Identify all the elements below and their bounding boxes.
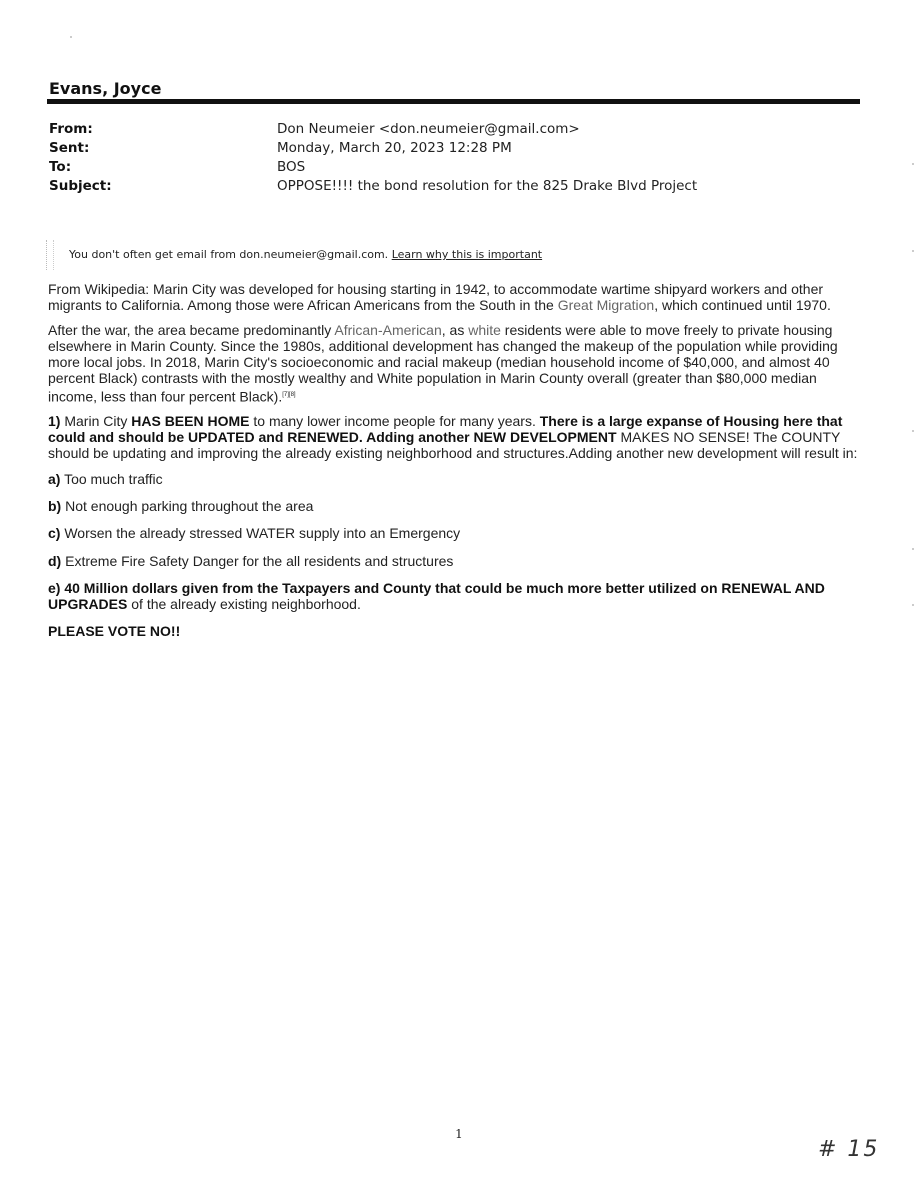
point-1-label: 1) [48,412,61,429]
point-1-text-a: Marin City [60,412,132,429]
scan-speck [912,604,914,606]
page-number: 1 [455,1127,463,1141]
item-c-label: c) [48,525,61,542]
paragraph-wikipedia-2 [48,322,868,405]
item-c-text: Worsen the already stressed WATER supply into an Emergency [60,525,461,542]
email-body [48,281,868,648]
closing-line [48,623,868,639]
from-value: Don Neumeier <don.neumeier@gmail.com> [277,121,580,137]
scan-speck [912,250,914,252]
item-a-text: Too much traffic [60,470,163,487]
header-divider [47,99,860,104]
scan-speck [912,430,914,432]
african-american-link[interactable]: African-American [334,321,442,338]
item-b-label: b) [48,497,62,514]
item-e-bold: e) 40 Million dollars given from the Taxpayers and County that could be much more better utilized on RENEWAL AND UPGRADES [48,579,825,613]
p1-text-end: , which continued until 1970. [654,297,831,314]
list-item-c [48,525,868,541]
paragraph-point-1 [48,413,868,462]
point-1-bold-a: HAS BEEN HOME [131,412,250,429]
item-d-text: Extreme Fire Safety Danger for the all residents and structures [61,552,454,569]
citation-marker[interactable]: [7][8] [282,391,296,398]
to-label: To: [49,159,72,175]
p1-text: From Wikipedia: Marin City was developed for housing starting in 1942, to accommodate wartime shipyard workers and other migrants to California. Among those were African Americans from the South in the [48,281,824,314]
scan-speck [70,36,72,38]
notice-text: You don't often get email from don.neumeier@gmail.com. [69,248,392,261]
sent-value: Monday, March 20, 2023 12:28 PM [277,140,512,156]
item-b-text: Not enough parking throughout the area [61,497,314,514]
list-item-b [48,498,868,514]
closing-text: PLEASE VOTE NO!! [48,623,181,640]
list-item-a [48,471,868,487]
sent-label: Sent: [49,140,90,156]
p2-text-end: residents were able to move freely to private housing elsewhere in Marin County. Since the 1980s, additional development has changed the makeup of the population while providing more local jobs. In 2018, Marin City's socioeconomic and racial makeup (median household income of $40,000, and almost 40 percent Black) contrasts with the mostly wealthy and White population in Marin County overall (greater than $80,000 median income, less than four percent Black). [48,321,838,405]
to-value: BOS [277,159,306,175]
point-1-text-b: to many lower income people for many years. [249,412,540,429]
point-1-text-c: MAKES NO SENSE! The COUNTY should be updating and improving the already existing neighborhood and structures.Adding another new development will result in: [48,429,858,462]
p2-text: After the war, the area became predominantly [48,321,335,338]
p2-text-mid: , as [441,321,469,338]
item-e-text: of the already existing neighborhood. [127,596,361,613]
scan-speck [912,163,914,165]
point-1-bold-b: There is a large expanse of Housing here that could and should be UPDATED and RENEWED. Adding another NEW DEVELOPMENT [48,412,843,446]
subject-value: OPPOSE!!!! the bond resolution for the 825 Drake Blvd Project [277,178,698,194]
subject-label: Subject: [49,178,112,194]
great-migration-link[interactable]: Great Migration [557,297,655,314]
item-a-label: a) [48,470,61,487]
from-label: From: [49,121,93,137]
contact-name-header: Evans, Joyce [49,79,162,98]
item-d-label: d) [48,552,62,569]
list-item-e [48,580,868,613]
paragraph-wikipedia-1 [48,281,868,314]
notice-margin-mark [46,240,54,270]
scan-speck [912,548,914,550]
external-sender-notice [69,248,542,261]
white-link[interactable]: white [468,321,501,338]
handwritten-annotation: # 15 [818,1137,880,1162]
list-item-d [48,553,868,569]
learn-why-link[interactable]: Learn why this is important [391,248,543,261]
